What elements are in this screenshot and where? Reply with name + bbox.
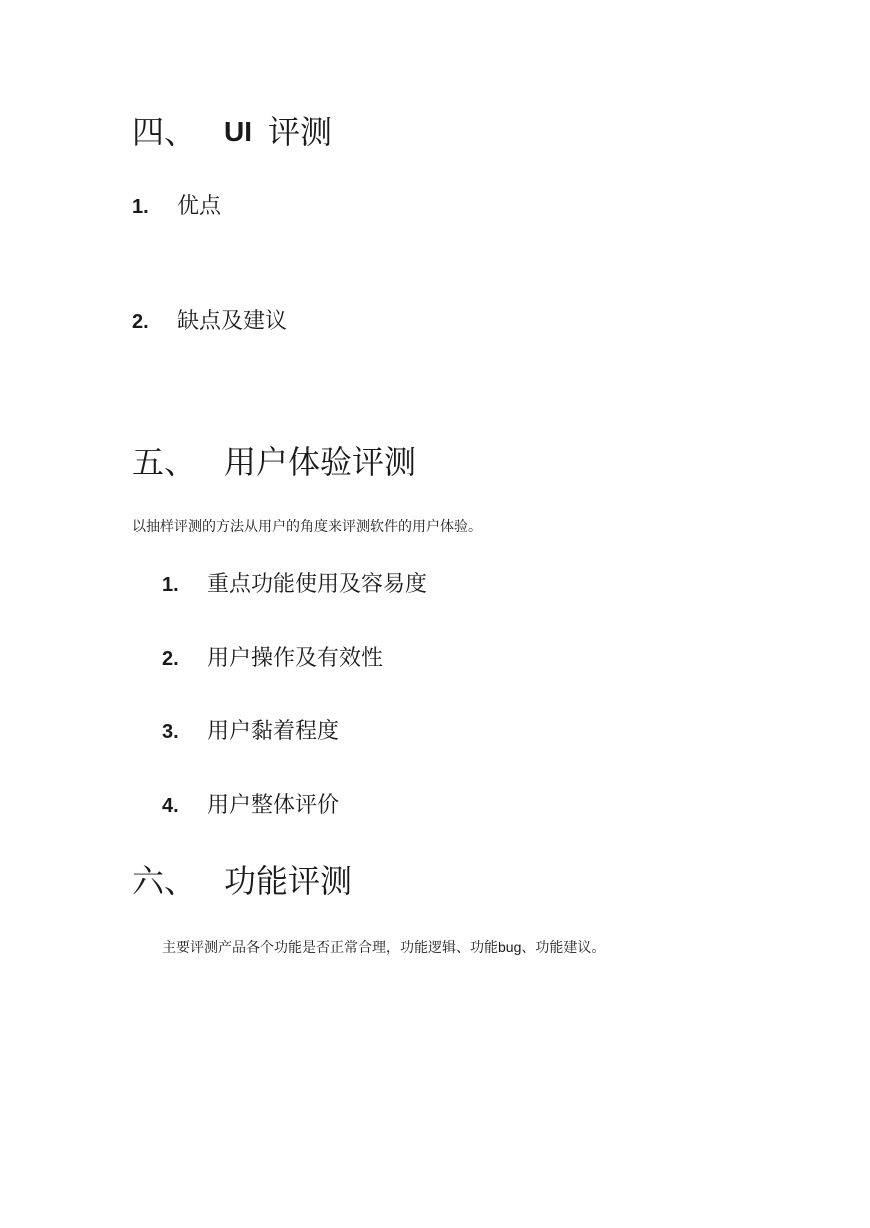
subheading-overall-user-rating [162, 791, 339, 821]
subheading-user-operation-effectiveness [162, 644, 383, 674]
subheading-number: 2. [162, 648, 179, 670]
section-title: 评测 [268, 113, 333, 151]
subheading-number: 4. [162, 795, 179, 817]
section-heading-ux-review [132, 442, 416, 482]
subheading-label: 重点功能使用及容易度 [207, 572, 428, 597]
intro-text-bug: bug [498, 939, 522, 955]
subheading-label: 用户黏着程度 [207, 719, 340, 744]
intro-text-part: 主要评测产品各个功能是否正常合理，功能逻辑、功能 [162, 940, 498, 956]
section-number: 五、 [132, 443, 197, 481]
subheading-pros [132, 192, 221, 222]
section-title-latin: UI [224, 116, 252, 147]
subheading-label: 用户操作及有效性 [207, 646, 384, 671]
subheading-label: 优点 [177, 194, 222, 219]
section-intro-paragraph: 以抽样评测的方法从用户的角度来评测软件的用户体验。 [132, 519, 482, 535]
subheading-number: 3. [162, 721, 179, 743]
subheading-number: 2. [132, 311, 149, 333]
section-number: 四、 [132, 113, 197, 151]
section-intro-paragraph [162, 936, 605, 959]
subheading-number: 1. [132, 196, 149, 218]
subheading-key-feature-usability [162, 570, 427, 600]
section-heading-ui-review [132, 112, 332, 152]
section-heading-feature-review [132, 861, 352, 901]
subheading-label: 用户整体评价 [207, 793, 340, 818]
section-number: 六、 [132, 862, 197, 900]
section-title: 用户体验评测 [224, 443, 417, 481]
subheading-cons-and-suggestions [132, 307, 287, 337]
subheading-label: 缺点及建议 [177, 309, 288, 334]
subheading-number: 1. [162, 574, 179, 596]
section-title: 功能评测 [224, 862, 353, 900]
subheading-user-stickiness [162, 717, 339, 747]
intro-text-part: 、功能建议。 [521, 940, 606, 956]
